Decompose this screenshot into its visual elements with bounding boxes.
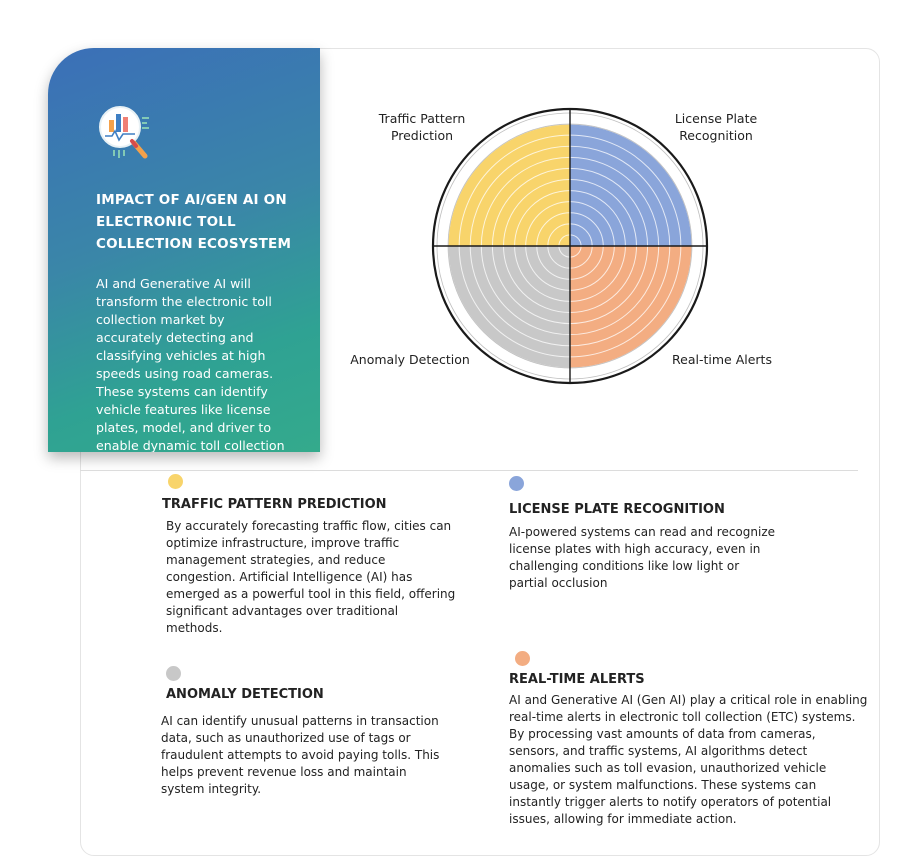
anomaly-body: AI can identify unusual patterns in transaction data, such as unauthorized use of tags or fraudulent attempts to avoid paying tolls. This helps prevent revenue loss and maintain system integrity. — [161, 714, 440, 796]
hero-title: IMPACT OF AI/GEN AI ON ELECTRONIC TOLL COLLECTION ECOSYSTEM — [96, 192, 292, 252]
section-divider — [80, 470, 858, 471]
alerts-sector — [570, 246, 692, 368]
chart-label-license: License Plate Recognition — [674, 111, 758, 143]
hero-description: AI and Generative AI will transform the electronic toll collection market by accurately detecting and classifying vehicles at high speeds using road cameras. These systems can identify vehicle features like license plates, model, and driver to enable dynamic toll collection — [96, 276, 285, 452]
hero-panel — [48, 48, 320, 452]
anomaly-title: ANOMALY DETECTION — [166, 687, 324, 702]
alerts-title: REAL-TIME ALERTS — [509, 672, 645, 687]
license-body: AI-powered systems can read and recognize license plates with high accuracy, even in challenging conditions like low light or partial occlusion — [509, 525, 775, 590]
traffic-dot — [168, 474, 183, 489]
chart-label-alerts: Real-time Alerts — [672, 352, 772, 367]
traffic-body: By accurately forecasting traffic flow, cities can optimize infrastructure, improve traffic management strategies, and reduce congestion. Artificial Intelligence (AI) has emerged as a powerful tool in this field, offering significant advantages over traditional methods. — [166, 519, 456, 635]
analytics-magnifier-icon — [92, 76, 158, 186]
license-dot — [509, 476, 524, 491]
traffic-title: TRAFFIC PATTERN PREDICTION — [162, 497, 387, 512]
alerts-body: AI and Generative AI (Gen AI) play a critical role in enabling real-time alerts in electronic toll collection (ETC) systems. By processing vast amounts of data from cameras, sensors, and traffic systems, AI algorithms detect anomalies such as toll evasion, unauthorized vehicle usage, or system malfunctions. These systems can instantly trigger alerts to notify operators of potential issues, allowing for immediate action. — [509, 693, 868, 826]
license-title: LICENSE PLATE RECOGNITION — [509, 502, 725, 517]
chart-label-anomaly: Anomaly Detection — [350, 352, 470, 367]
polar-chart — [350, 100, 790, 400]
alerts-dot — [515, 651, 530, 666]
anomaly-dot — [166, 666, 181, 681]
chart-label-traffic: Traffic Pattern Prediction — [378, 111, 466, 143]
anomaly-sector — [448, 246, 570, 368]
